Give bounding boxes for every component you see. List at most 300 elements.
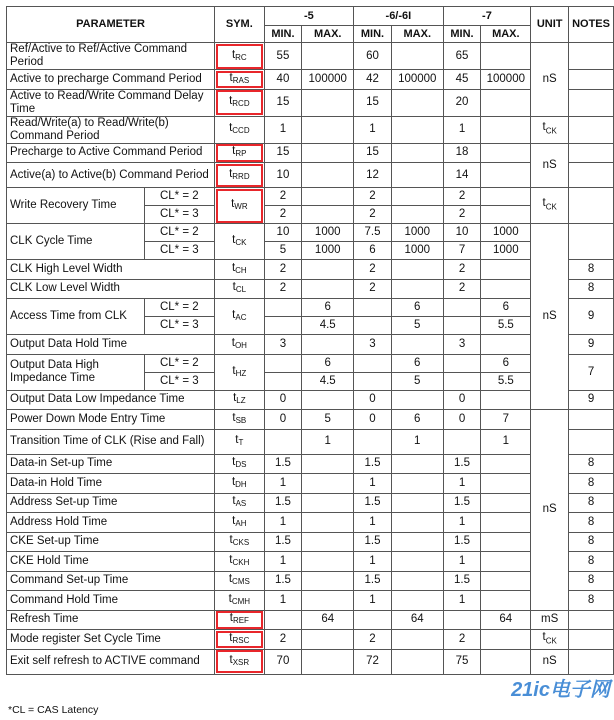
value-cell: 5	[391, 372, 443, 390]
value-cell	[443, 317, 481, 335]
value-cell	[391, 260, 443, 280]
value-cell: 72	[354, 649, 392, 674]
parameter-cell: Address Hold Time	[7, 513, 215, 533]
symbol-subscript: XSR	[232, 658, 250, 667]
value-cell	[354, 610, 392, 630]
value-cell: 55	[264, 43, 302, 70]
value-cell: 1	[264, 552, 302, 572]
value-cell: 40	[264, 70, 302, 90]
value-cell	[302, 43, 354, 70]
parameter-cell: Data-in Set-up Time	[7, 454, 215, 474]
value-cell	[302, 474, 354, 494]
symbol-subscript: WR	[234, 202, 248, 211]
value-cell: 1.5	[354, 454, 392, 474]
symbol-subscript: AS	[235, 499, 247, 509]
value-cell: 6	[391, 410, 443, 430]
symbol-cell	[215, 43, 264, 70]
table-row	[7, 279, 614, 299]
value-cell	[302, 206, 354, 224]
header-grade-5: -5	[264, 7, 354, 26]
notes-cell: 8	[569, 532, 614, 552]
table-row	[7, 410, 614, 430]
value-cell: 1	[354, 513, 392, 533]
symbol-t: t	[235, 434, 239, 446]
symbol-subscript: T	[238, 438, 244, 447]
symbol-t: t	[231, 336, 235, 349]
table-body	[7, 43, 614, 675]
notes-cell: 8	[569, 260, 614, 280]
value-cell	[443, 299, 481, 317]
value-cell: 10	[264, 224, 302, 242]
notes-cell: 8	[569, 474, 614, 494]
symbol-t: t	[229, 631, 233, 644]
header-unit: UNIT	[531, 7, 569, 43]
value-cell	[481, 474, 531, 494]
value-cell	[391, 89, 443, 116]
value-cell: 65	[443, 43, 481, 70]
symbol-subscript: CL	[235, 285, 247, 295]
value-cell	[391, 188, 443, 206]
value-cell: 2	[264, 206, 302, 224]
symbol-cell	[215, 532, 264, 552]
value-cell	[354, 317, 392, 335]
value-cell: 6	[391, 299, 443, 317]
value-cell	[443, 354, 481, 372]
symbol-subscript: AH	[235, 518, 247, 528]
symbol-t: t	[232, 495, 236, 508]
table-row	[7, 116, 614, 143]
notes-cell	[569, 429, 614, 454]
parameter-cell: CLK High Level Width	[7, 260, 215, 280]
value-cell: 64	[481, 610, 531, 630]
value-cell: 6	[391, 354, 443, 372]
notes-cell	[569, 224, 614, 260]
parameter-cell: Ref/Active to Ref/Active Command Period	[7, 43, 215, 70]
value-cell: 1	[443, 591, 481, 611]
symbol-cell	[215, 279, 264, 299]
value-cell: 6	[302, 354, 354, 372]
value-cell	[302, 143, 354, 163]
value-cell: 75	[443, 649, 481, 674]
symbol-t: t	[229, 553, 233, 566]
parameter-cell: Active to precharge Command Period	[7, 70, 215, 90]
symbol-subscript: AC	[235, 313, 247, 322]
value-cell	[391, 454, 443, 474]
symbol-subscript: RP	[235, 149, 247, 159]
value-cell	[481, 116, 531, 143]
symbol-cell	[215, 591, 264, 611]
parameter-cell: Command Set-up Time	[7, 571, 215, 591]
value-cell: 2	[354, 188, 392, 206]
value-cell: 1	[354, 116, 392, 143]
value-cell	[391, 116, 443, 143]
table-row	[7, 571, 614, 591]
symbol-cell	[215, 188, 264, 224]
symbol-cell	[215, 143, 264, 163]
parameter-cell: Precharge to Active Command Period	[7, 143, 215, 163]
unit-cell: nS	[531, 143, 569, 188]
value-cell	[302, 335, 354, 355]
value-cell: 12	[354, 163, 392, 188]
value-cell: 1.5	[264, 532, 302, 552]
notes-cell	[569, 630, 614, 650]
symbol-cell	[215, 116, 264, 143]
parameter-cell: Output Data Low Impedance Time	[7, 390, 215, 410]
value-cell	[302, 552, 354, 572]
symbol-t: t	[229, 654, 233, 666]
cas-latency-cell: CL* = 2	[144, 188, 215, 206]
value-cell: 7.5	[354, 224, 392, 242]
value-cell	[264, 372, 302, 390]
value-cell: 2	[443, 260, 481, 280]
header-parameter: PARAMETER	[7, 7, 215, 43]
symbol-t: t	[232, 234, 236, 246]
value-cell: 7	[443, 242, 481, 260]
value-cell	[302, 116, 354, 143]
symbol-cell	[215, 474, 264, 494]
symbol-subscript: CCD	[232, 126, 250, 135]
table-row	[7, 493, 614, 513]
parameter-cell: CLK Low Level Width	[7, 279, 215, 299]
value-cell	[391, 474, 443, 494]
value-cell: 1.5	[354, 493, 392, 513]
value-cell: 100000	[391, 70, 443, 90]
value-cell	[443, 372, 481, 390]
value-cell	[391, 163, 443, 188]
value-cell: 1	[264, 513, 302, 533]
symbol-cell	[215, 552, 264, 572]
cas-latency-cell: CL* = 3	[144, 317, 215, 335]
value-cell	[391, 552, 443, 572]
value-cell: 2	[443, 206, 481, 224]
value-cell: 70	[264, 649, 302, 674]
symbol-cell	[215, 610, 264, 630]
value-cell: 20	[443, 89, 481, 116]
symbol-subscript: HZ	[235, 368, 247, 378]
symbol-t: t	[232, 281, 236, 294]
value-cell	[302, 493, 354, 513]
value-cell: 1	[443, 474, 481, 494]
value-cell	[302, 279, 354, 299]
symbol-cell	[215, 454, 264, 474]
cas-latency-cell: CL* = 3	[144, 206, 215, 224]
value-cell: 7	[481, 410, 531, 430]
symbol-t: t	[229, 534, 233, 547]
value-cell: 3	[264, 335, 302, 355]
value-cell	[302, 163, 354, 188]
symbol-cell	[215, 354, 264, 390]
table-row	[7, 532, 614, 552]
header-max: MAX.	[391, 26, 443, 43]
value-cell: 42	[354, 70, 392, 90]
value-cell	[391, 630, 443, 650]
table-row	[7, 188, 614, 206]
value-cell	[391, 143, 443, 163]
value-cell: 1000	[481, 242, 531, 260]
notes-cell	[569, 89, 614, 116]
symbol-t: t	[232, 456, 236, 469]
value-cell: 1	[354, 552, 392, 572]
cas-latency-cell: CL* = 3	[144, 242, 215, 260]
notes-cell: 8	[569, 279, 614, 299]
value-cell: 1000	[481, 224, 531, 242]
symbol-subscript: RRD	[232, 171, 250, 181]
header-sym: SYM.	[215, 7, 264, 43]
cas-latency-cell: CL* = 3	[144, 372, 215, 390]
symbol-cell	[215, 630, 264, 650]
value-cell: 5	[302, 410, 354, 430]
parameter-cell: Command Hold Time	[7, 591, 215, 611]
parameter-cell: Output Data Hold Time	[7, 335, 215, 355]
value-cell	[354, 429, 392, 454]
symbol-subscript: RSC	[232, 635, 250, 645]
value-cell: 0	[443, 390, 481, 410]
symbol-subscript: RCD	[232, 99, 250, 108]
value-cell: 1	[443, 116, 481, 143]
value-cell	[391, 43, 443, 70]
symbol-t: t	[231, 198, 235, 210]
value-cell	[264, 317, 302, 335]
notes-cell: 8	[569, 591, 614, 611]
notes-cell: 9	[569, 299, 614, 335]
value-cell: 1.5	[354, 571, 392, 591]
table-row	[7, 390, 614, 410]
symbol-cell	[215, 513, 264, 533]
table-row	[7, 143, 614, 163]
timing-table-container	[6, 6, 614, 675]
symbol-subscript: REF	[232, 616, 249, 626]
value-cell: 3	[443, 335, 481, 355]
value-cell	[391, 571, 443, 591]
value-cell	[481, 630, 531, 650]
value-cell	[391, 206, 443, 224]
value-cell: 1000	[302, 224, 354, 242]
parameter-cell: Mode register Set Cycle Time	[7, 630, 215, 650]
value-cell	[354, 372, 392, 390]
table-row	[7, 591, 614, 611]
table-row	[7, 299, 614, 317]
value-cell: 5	[264, 242, 302, 260]
unit-cell: nS	[531, 43, 569, 117]
symbol-t: t	[233, 392, 237, 405]
value-cell: 4.5	[302, 317, 354, 335]
value-cell: 64	[302, 610, 354, 630]
timing-parameter-table	[6, 6, 614, 675]
notes-cell: 9	[569, 390, 614, 410]
notes-cell	[569, 43, 614, 70]
value-cell	[302, 454, 354, 474]
value-cell: 1.5	[264, 493, 302, 513]
symbol-cell	[215, 224, 264, 260]
notes-cell: 8	[569, 513, 614, 533]
symbol-t: t	[231, 48, 236, 61]
parameter-cell: Output Data High Impedance Time	[7, 354, 145, 390]
cas-latency-cell: CL* = 2	[144, 224, 215, 242]
notes-cell	[569, 649, 614, 674]
table-row	[7, 335, 614, 355]
table-row	[7, 224, 614, 242]
value-cell: 6	[302, 299, 354, 317]
table-row	[7, 70, 614, 90]
value-cell: 2	[443, 188, 481, 206]
parameter-cell: Read/Write(a) to Read/Write(b) Command Period	[7, 116, 215, 143]
value-cell: 1000	[302, 242, 354, 260]
value-cell: 6	[481, 354, 531, 372]
value-cell: 1.5	[443, 532, 481, 552]
header-max: MAX.	[302, 26, 354, 43]
symbol-cell	[215, 70, 264, 90]
value-cell: 6	[481, 299, 531, 317]
parameter-cell: Exit self refresh to ACTIVE command	[7, 649, 215, 674]
parameter-cell: Active to Read/Write Command Delay Time	[7, 89, 215, 116]
unit-cell: nS	[531, 649, 569, 674]
value-cell	[302, 532, 354, 552]
parameter-cell: Data-in Hold Time	[7, 474, 215, 494]
value-cell	[264, 429, 302, 454]
symbol-subscript: OH	[234, 340, 247, 350]
value-cell: 15	[264, 143, 302, 163]
table-row	[7, 354, 614, 372]
value-cell: 1.5	[443, 454, 481, 474]
notes-cell: 8	[569, 493, 614, 513]
value-cell: 1	[264, 591, 302, 611]
value-cell	[302, 591, 354, 611]
value-cell	[302, 89, 354, 116]
value-cell	[481, 43, 531, 70]
value-cell: 14	[443, 163, 481, 188]
symbol-cell	[215, 571, 264, 591]
symbol-t: t	[229, 167, 233, 180]
value-cell	[391, 335, 443, 355]
header-grade-6: -6/-6I	[354, 7, 444, 26]
value-cell: 2	[354, 279, 392, 299]
notes-cell: 8	[569, 454, 614, 474]
unit-cell: $t_{CK}$	[531, 116, 569, 143]
value-cell: 2	[264, 279, 302, 299]
unit-cell: mS	[531, 610, 569, 630]
unit-cell: nS	[531, 410, 569, 611]
value-cell: 1	[354, 591, 392, 611]
header-notes: NOTES	[569, 7, 614, 43]
symbol-t: t	[228, 592, 232, 605]
value-cell	[481, 552, 531, 572]
value-cell	[391, 591, 443, 611]
value-cell	[481, 390, 531, 410]
notes-cell	[569, 143, 614, 163]
table-row	[7, 513, 614, 533]
value-cell: 10	[264, 163, 302, 188]
symbol-subscript: RC	[235, 52, 247, 62]
parameter-cell: Access Time from CLK	[7, 299, 145, 335]
value-cell: 100000	[481, 70, 531, 90]
value-cell	[481, 143, 531, 163]
symbol-subscript: CKS	[232, 538, 250, 548]
value-cell	[481, 454, 531, 474]
symbol-cell	[215, 335, 264, 355]
symbol-subscript: DS	[235, 460, 247, 470]
parameter-cell: CKE Hold Time	[7, 552, 215, 572]
value-cell	[443, 429, 481, 454]
value-cell: 2	[264, 630, 302, 650]
value-cell	[264, 354, 302, 372]
value-cell	[302, 188, 354, 206]
parameter-cell: CKE Set-up Time	[7, 532, 215, 552]
symbol-t: t	[228, 573, 233, 586]
symbol-subscript: CKH	[232, 557, 250, 567]
value-cell: 4.5	[302, 372, 354, 390]
header-grade-7: -7	[443, 7, 531, 26]
value-cell	[264, 299, 302, 317]
value-cell: 15	[354, 89, 392, 116]
value-cell: 1	[481, 429, 531, 454]
table-row	[7, 610, 614, 630]
symbol-t: t	[229, 612, 233, 625]
symbol-subscript: CMS	[232, 577, 250, 587]
value-cell: 1	[443, 513, 481, 533]
symbol-t: t	[232, 309, 236, 321]
notes-cell: 9	[569, 335, 614, 355]
symbol-cell	[215, 163, 264, 188]
symbol-cell	[215, 410, 264, 430]
table-row	[7, 630, 614, 650]
value-cell: 1	[354, 474, 392, 494]
value-cell: 6	[354, 242, 392, 260]
table-row	[7, 43, 614, 70]
symbol-cell	[215, 493, 264, 513]
symbol-t: t	[229, 95, 233, 107]
value-cell: 100000	[302, 70, 354, 90]
parameter-cell: CLK Cycle Time	[7, 224, 145, 260]
value-cell: 2	[354, 206, 392, 224]
symbol-subscript: LZ	[236, 396, 246, 406]
symbol-t: t	[231, 475, 236, 488]
value-cell: 2	[443, 630, 481, 650]
symbol-subscript: SB	[235, 415, 247, 425]
header-min: MIN.	[264, 26, 302, 43]
value-cell	[481, 188, 531, 206]
value-cell: 64	[391, 610, 443, 630]
notes-cell	[569, 163, 614, 188]
value-cell	[481, 163, 531, 188]
notes-cell	[569, 70, 614, 90]
unit-cell: nS	[531, 224, 569, 410]
value-cell	[481, 493, 531, 513]
value-cell: 0	[354, 410, 392, 430]
value-cell	[481, 89, 531, 116]
value-cell: 0	[443, 410, 481, 430]
value-cell: 60	[354, 43, 392, 70]
value-cell: 10	[443, 224, 481, 242]
value-cell: 1.5	[443, 571, 481, 591]
parameter-cell: Power Down Mode Entry Time	[7, 410, 215, 430]
table-row	[7, 260, 614, 280]
value-cell	[302, 649, 354, 674]
parameter-cell: Active(a) to Active(b) Command Period	[7, 163, 215, 188]
table-row	[7, 429, 614, 454]
value-cell: 15	[264, 89, 302, 116]
value-cell: 2	[354, 260, 392, 280]
symbol-cell	[215, 260, 264, 280]
notes-cell: 8	[569, 552, 614, 572]
value-cell: 2	[443, 279, 481, 299]
value-cell	[302, 571, 354, 591]
value-cell: 3	[354, 335, 392, 355]
value-cell	[302, 630, 354, 650]
value-cell	[481, 335, 531, 355]
value-cell: 0	[354, 390, 392, 410]
value-cell: 1.5	[264, 571, 302, 591]
value-cell: 15	[354, 143, 392, 163]
